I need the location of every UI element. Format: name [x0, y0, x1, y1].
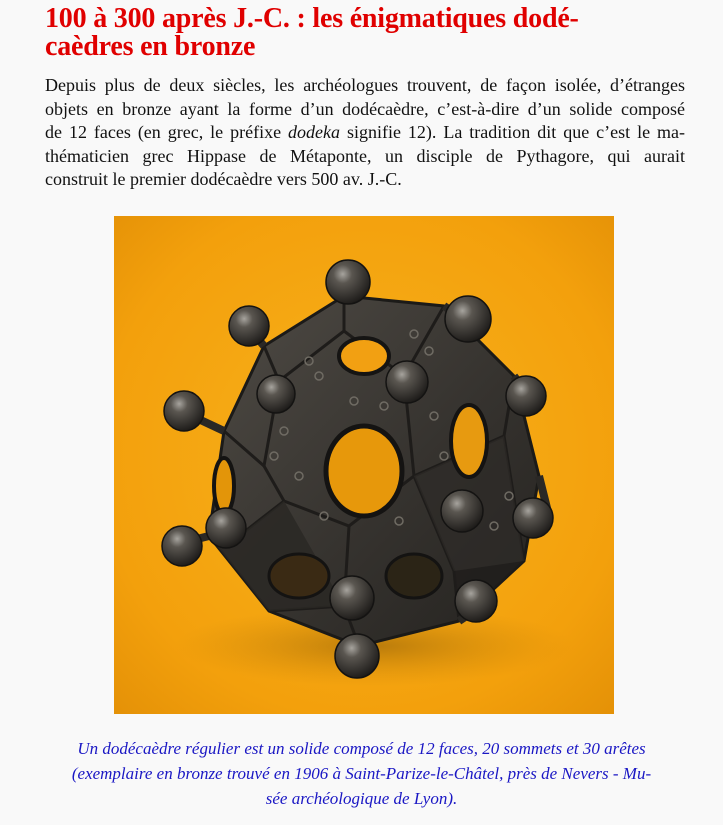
text-run: Depuis plus de deux siècles, les archéologues trouvent, de façon isolée, d’étranges — [45, 75, 685, 95]
photo-caption — [40, 737, 683, 811]
paragraph-line — [45, 145, 685, 169]
title-line: caèdres en bronze — [45, 31, 256, 62]
text-run: construit le premier dodécaèdre vers 500 av. J.-C. — [45, 169, 402, 190]
paragraph-line — [45, 168, 685, 192]
caption-line: sée archéologique de Lyon). — [265, 788, 458, 808]
paragraph-line — [45, 121, 685, 145]
caption-line: Un dodécaèdre régulier est un solide composé de 12 faces, 20 sommets et 30 arêtes — [77, 739, 646, 758]
caption-line: (exemplaire en bronze trouvé en 1906 à Saint-Parize-le-Châtel, près de Nevers - Mu- — [71, 763, 652, 783]
intro-paragraph — [45, 74, 685, 192]
bronze-dodecahedron-image — [114, 216, 614, 714]
text-run: signifie 12). La tradition dit que c’est le ma- — [340, 122, 686, 143]
text-run: de 12 faces (en grec, le préfixe — [45, 122, 289, 143]
article-title — [45, 5, 685, 61]
paragraph-line — [45, 98, 685, 122]
text-run: objets en bronze ayant la forme d’un dodécaèdre, c’est-à-dire d’un solide composé — [45, 98, 685, 119]
italic-term: dodeka — [288, 122, 341, 143]
title-line: 100 à 300 après J.-C. : les énigmatiques dodé- — [45, 3, 579, 34]
text-run: thématicien grec Hippase de Métaponte, un disciple de Pythagore, qui aurait — [45, 145, 685, 166]
dodecahedron-photo — [114, 216, 614, 714]
paragraph-line — [45, 74, 685, 98]
